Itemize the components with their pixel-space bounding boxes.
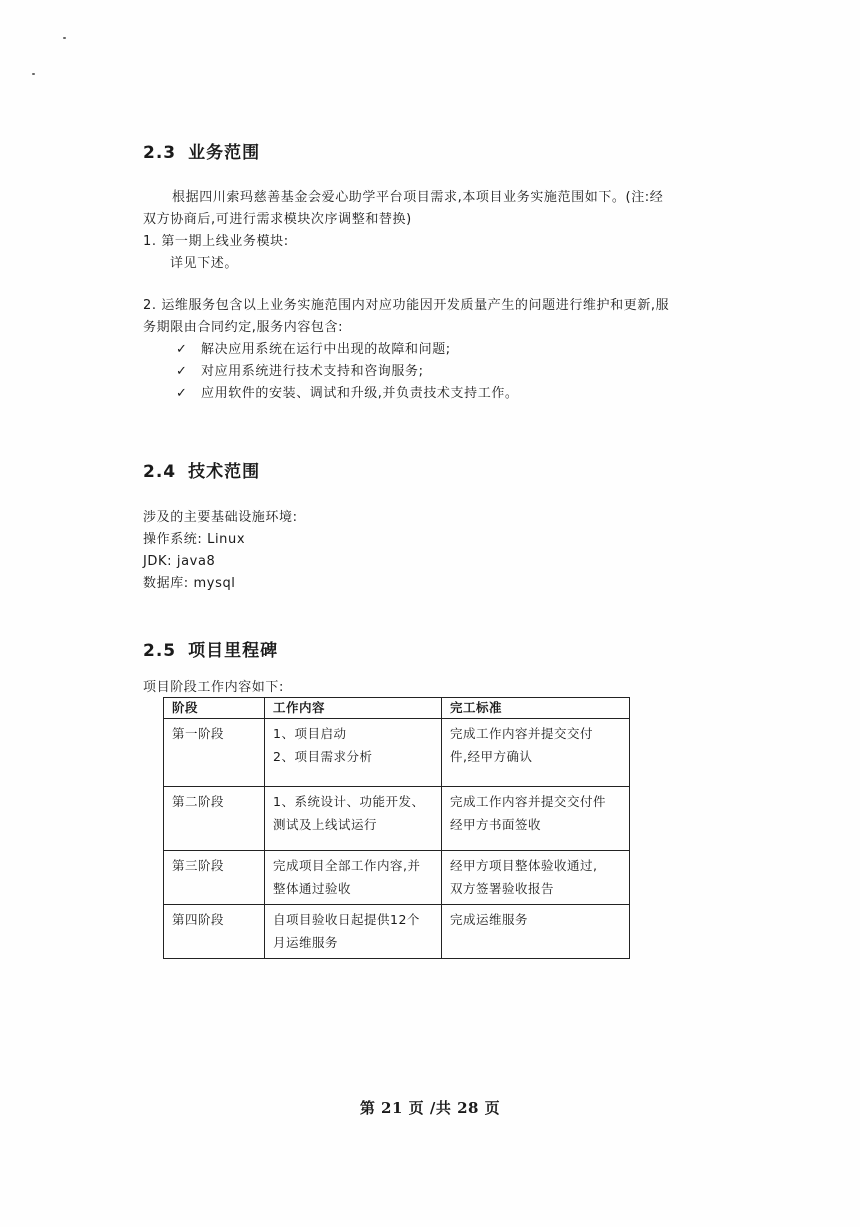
cell-line: 完成工作内容并提交交付 [450, 726, 594, 741]
cell-work [265, 905, 442, 959]
cell-standard [442, 719, 630, 787]
ops-service-block [143, 295, 669, 405]
cell-stage: 第二阶段 [164, 787, 265, 851]
cell-stage: 第一阶段 [164, 719, 265, 787]
tech-line: 涉及的主要基础设施环境: [143, 510, 298, 525]
table-row [164, 851, 630, 905]
section-number: 2.5 [143, 641, 177, 661]
page-number-footer: 第 21 页 /共 28 页 [359, 1099, 501, 1117]
milestones-intro [143, 677, 284, 699]
header-stage: 阶段 [164, 698, 265, 719]
check-icon: ✓ [176, 386, 188, 401]
cell-line: 双方签署验收报告 [450, 881, 555, 896]
cell-work [265, 851, 442, 905]
cell-line: 件,经甲方确认 [450, 749, 533, 764]
header-work: 工作内容 [265, 698, 442, 719]
cell-standard [442, 787, 630, 851]
check-icon: ✓ [176, 364, 188, 379]
section-title: 项目里程碑 [188, 641, 279, 661]
list-item-phase-one: 1. 第一期上线业务模块: [143, 234, 289, 249]
intro-line: 根据四川索玛慈善基金会爱心助学平台项目需求,本项目业务实施范围如下。(注:经 [172, 190, 664, 205]
table-header-row [164, 698, 630, 719]
ops-line: 2. 运维服务包含以上业务实施范围内对应功能因开发质量产生的问题进行维护和更新,服 [143, 298, 670, 313]
check-list-item [143, 361, 669, 383]
cell-line: 经甲方项目整体验收通过, [450, 858, 598, 873]
milestones-table [163, 697, 630, 959]
section-title: 技术范围 [188, 462, 261, 482]
intro-line: 双方协商后,可进行需求模块次序调整和替换) [143, 212, 412, 227]
table-row [164, 787, 630, 851]
table-row [164, 719, 630, 787]
cell-stage: 第四阶段 [164, 905, 265, 959]
section-heading-milestones [143, 636, 278, 661]
milestones-intro-text: 项目阶段工作内容如下: [143, 680, 284, 695]
cell-line: 经甲方书面签收 [450, 817, 542, 832]
cell-line: 1、项目启动 [273, 726, 347, 741]
check-list-text: 解决应用系统在运行中出现的故障和问题; [201, 342, 451, 357]
tech-scope-list [143, 507, 298, 595]
check-list-item [143, 339, 669, 361]
cell-line: 测试及上线试运行 [273, 817, 378, 832]
section-heading-business-scope [143, 138, 260, 163]
business-scope-intro [143, 187, 663, 275]
tech-line-database: 数据库: mysql [143, 576, 236, 591]
check-list-item [143, 383, 669, 405]
cell-line: 2、项目需求分析 [273, 749, 373, 764]
table-row [164, 905, 630, 959]
section-number: 2.4 [143, 462, 177, 482]
cell-line: 整体通过验收 [273, 881, 352, 896]
cell-standard [442, 905, 630, 959]
cell-line: 完成运维服务 [450, 912, 529, 927]
cell-standard [442, 851, 630, 905]
cell-line: 完成项目全部工作内容,并 [273, 858, 421, 873]
section-number: 2.3 [143, 143, 177, 163]
check-list-text: 对应用系统进行技术支持和咨询服务; [201, 364, 424, 379]
ops-line: 务期限由合同约定,服务内容包含: [143, 320, 344, 335]
cell-line: 1、系统设计、功能开发、 [273, 794, 425, 809]
cell-line: 完成工作内容并提交交付件 [450, 794, 607, 809]
check-icon: ✓ [176, 342, 188, 357]
tech-line-jdk: JDK: java8 [143, 554, 216, 569]
scan-speck [32, 73, 35, 75]
tech-line-os: 操作系统: Linux [143, 532, 246, 547]
cell-work [265, 719, 442, 787]
scan-speck [63, 37, 66, 39]
cell-line: 月运维服务 [273, 935, 339, 950]
header-standard: 完工标准 [442, 698, 630, 719]
section-title: 业务范围 [188, 143, 261, 163]
section-heading-tech-scope [143, 457, 260, 482]
cell-line: 自项目验收日起提供12个 [273, 912, 420, 927]
cell-stage: 第三阶段 [164, 851, 265, 905]
cell-work [265, 787, 442, 851]
check-list-text: 应用软件的安装、调试和升级,并负责技术支持工作。 [201, 386, 519, 401]
list-item-detail: 详见下述。 [170, 256, 239, 271]
